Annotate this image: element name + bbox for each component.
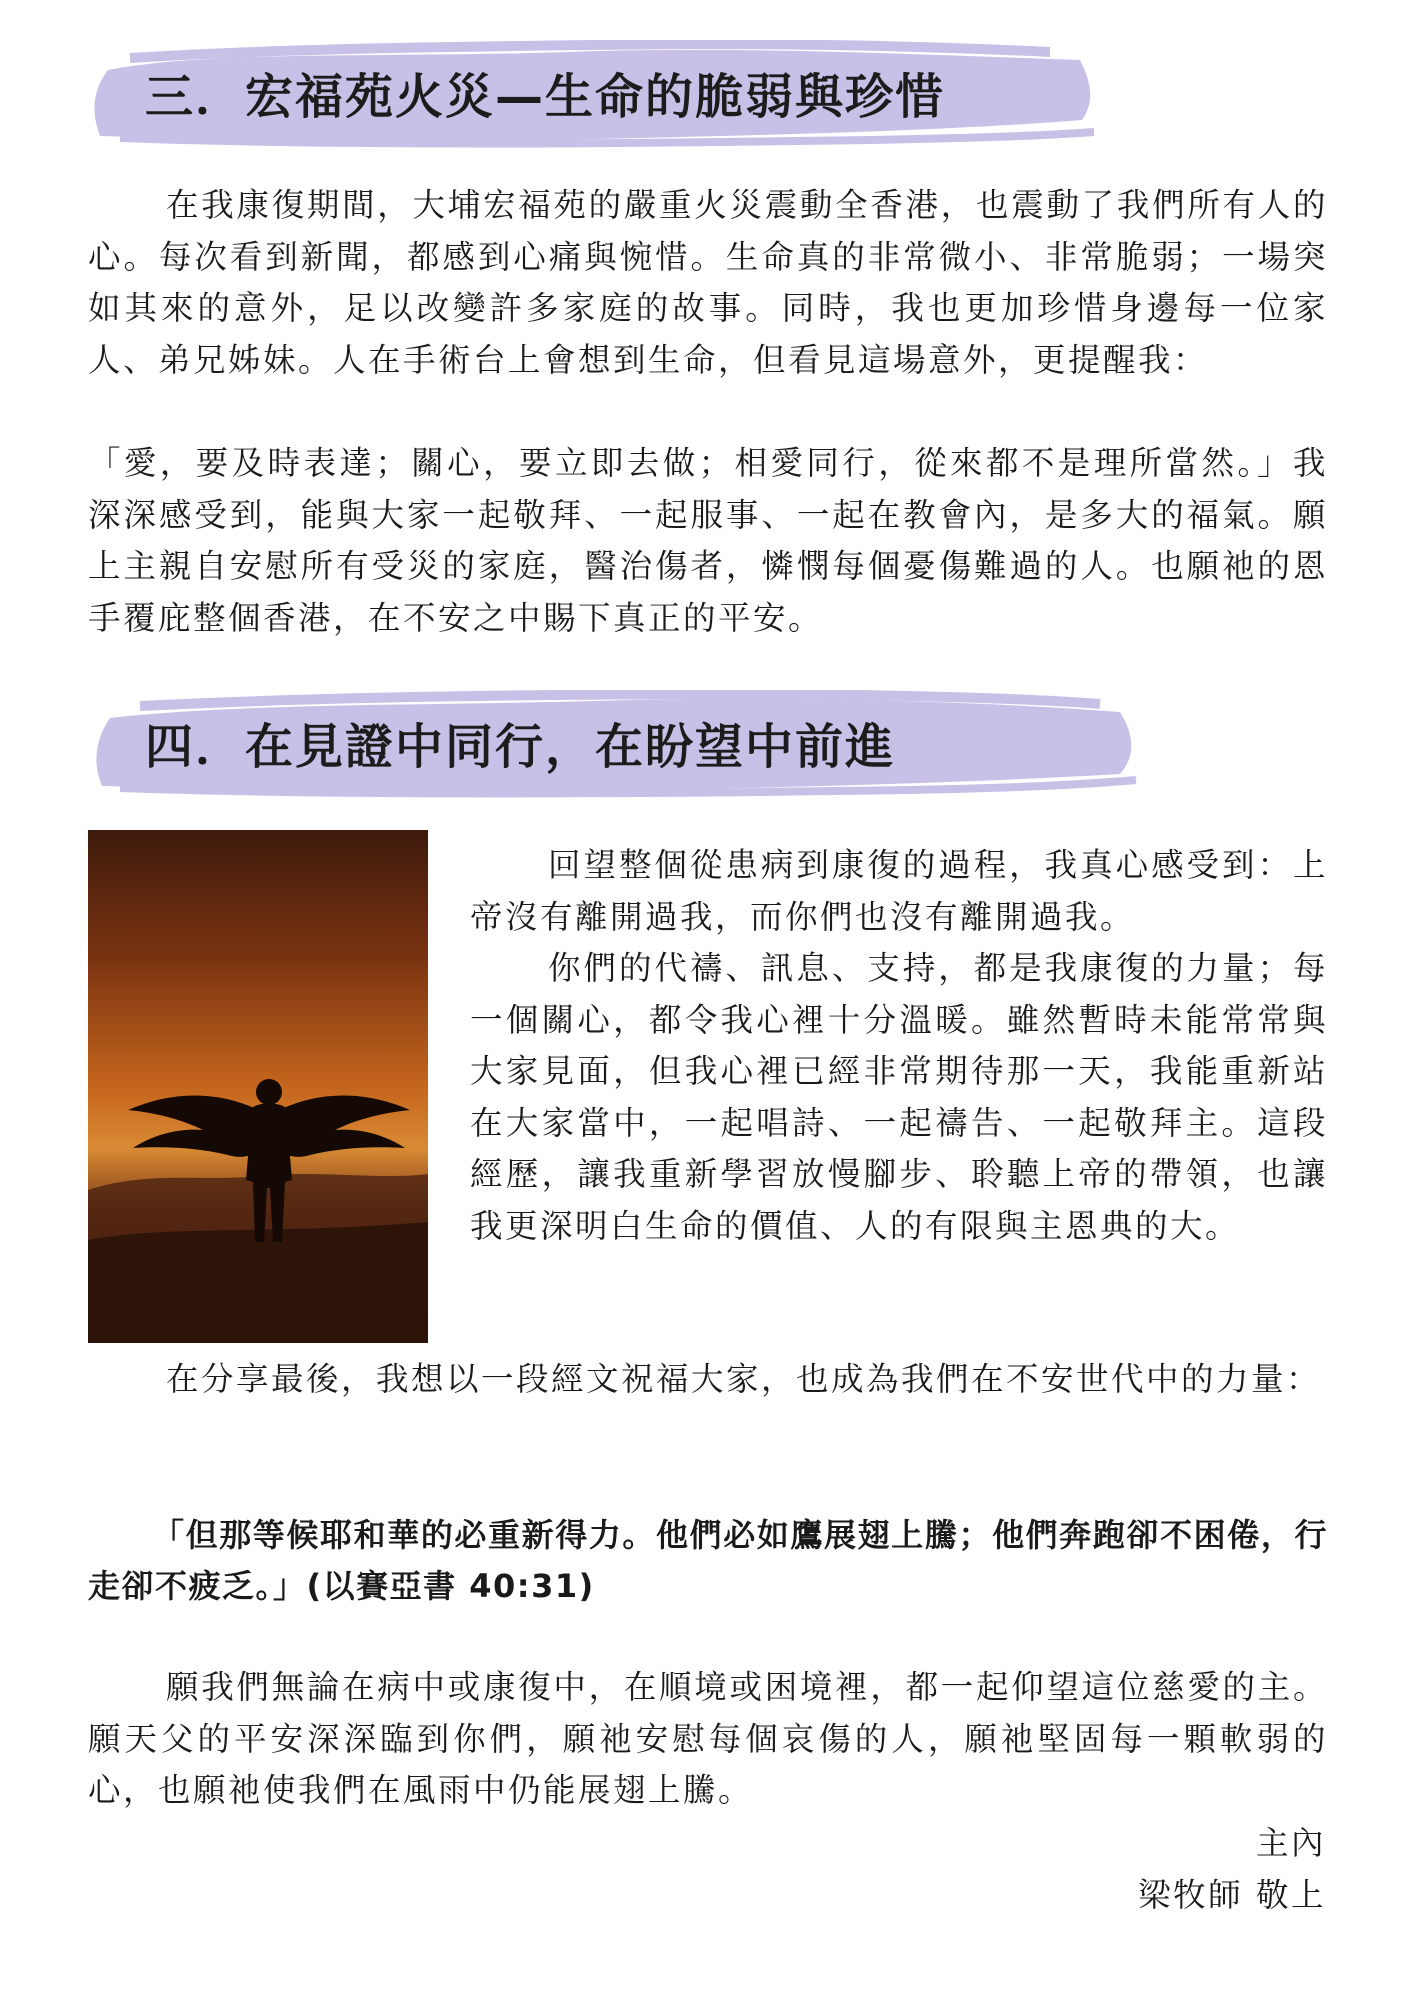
signature-name: 梁牧師 敬上 — [1138, 1876, 1326, 1914]
closing-blessing: 願我們無論在病中或康復中，在順境或困境裡，都一起仰望這位慈愛的主。願天父的平安深深臨到你們，願祂安慰每個哀傷的人，願祂堅固每一顆軟弱的心，也願祂使我們在風雨中仍能展翅上騰。 — [88, 1668, 1328, 1809]
bible-verse: 「但那等候耶和華的必重新得力。他們必如鷹展翅上騰；他們奔跑卻不困倦，行走卻不疲乏。」(以賽亞書 40:31) — [88, 1516, 1328, 1605]
section-4-title: 四．在見證中同行，在盼望中前進 — [145, 719, 896, 775]
section-3-paragraph-1: 在我康復期間，大埔宏福苑的嚴重火災震動全香港，也震動了我們所有人的心。每次看到新聞，都感到心痛與惋惜。生命真的非常微小、非常脆弱；一場突如其來的意外，足以改變許多家庭的故事。同時，我也更加珍惜身邊每一位家人、弟兄姊妹。人在手術台上會想到生命，但看見這場意外，更提醒我： — [88, 186, 1328, 379]
section-4-heading — [90, 690, 1140, 800]
section-4-paragraph-3: 在分享最後，我想以一段經文祝福大家，也成為我們在不安世代中的力量： — [166, 1360, 1322, 1398]
section-3-heading — [90, 40, 1100, 150]
signature-salutation: 主內 — [1255, 1824, 1326, 1862]
section-3-paragraph-2: 「愛，要及時表達；關心，要立即去做；相愛同行，從來都不是理所當然。」我深深感受到，能與大家一起敬拜、一起服事、一起在教會內，是多大的福氣。願上主親自安慰所有受災的家庭，醫治傷者，憐憫每個憂傷難過的人。也願祂的恩手覆庇整個香港，在不安之中賜下真正的平安。 — [88, 444, 1328, 637]
section-4-paragraph-2: 你們的代禱、訊息、支持，都是我康復的力量；每一個關心，都令我心裡十分溫暖。雖然暫時未能常常與大家見面，但我心裡已經非常期待那一天，我能重新站在大家當中，一起唱詩、一起禱告、一起敬拜主。這段經歷，讓我重新學習放慢腳步、聆聽上帝的帶領，也讓我更深明白生命的價值、人的有限與主恩典的大。 — [470, 949, 1328, 1245]
winged-figure-sunset-photo — [88, 830, 428, 1343]
section-4-paragraph-1: 回望整個從患病到康復的過程，我真心感受到：上帝沒有離開過我，而你們也沒有離開過我。 — [470, 846, 1328, 936]
section-3-title: 三．宏福苑火災—生命的脆弱與珍惜 — [145, 69, 946, 125]
